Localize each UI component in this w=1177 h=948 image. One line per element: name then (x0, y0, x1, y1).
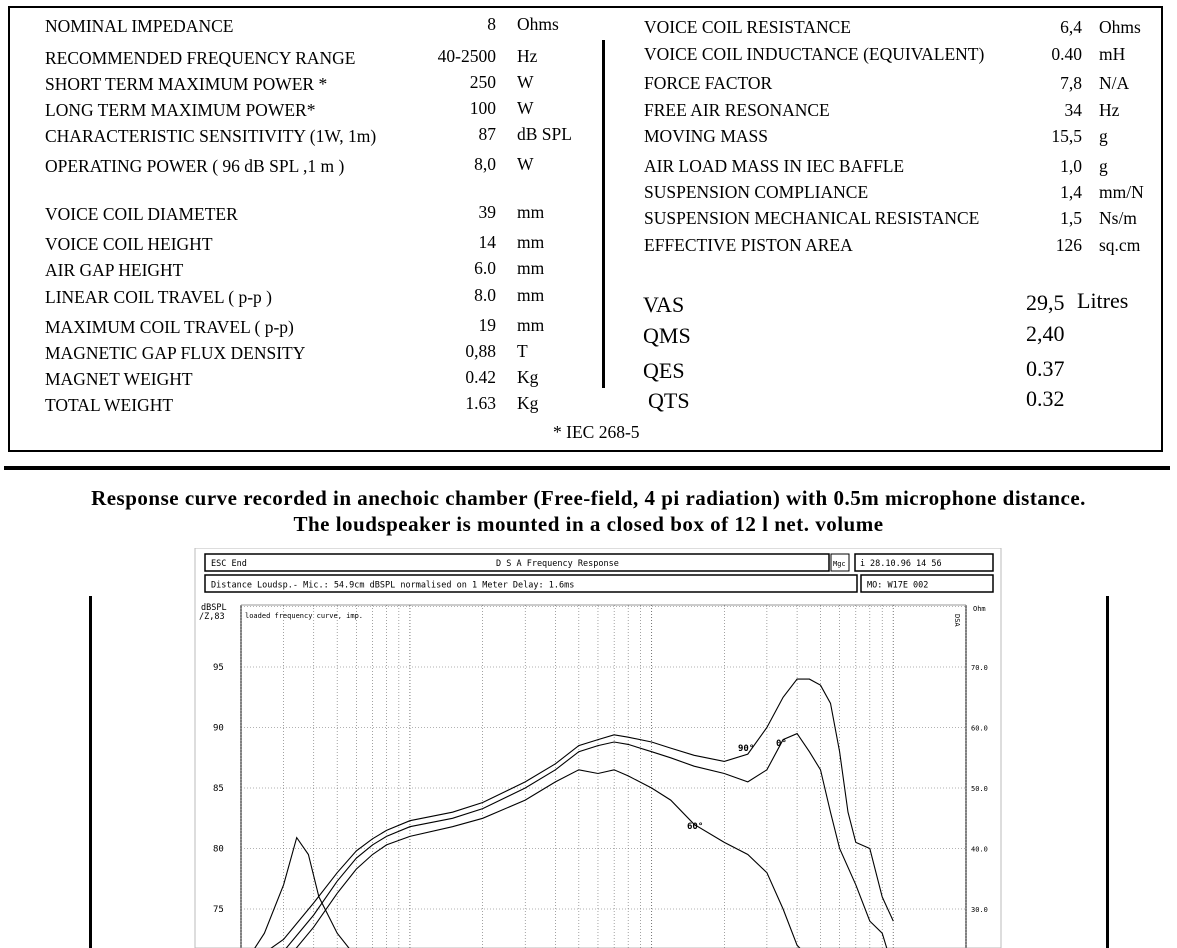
spec-label: VOICE COIL DIAMETER (45, 204, 238, 224)
spec-value: 6,4 (1060, 17, 1082, 37)
spec-unit: Hz (517, 46, 538, 66)
section-separator (4, 466, 1170, 470)
spec-unit: mm (517, 258, 545, 278)
spec-label: FORCE FACTOR (644, 73, 773, 93)
spec-value: 7,8 (1060, 73, 1082, 93)
ts-label: QTS (648, 388, 690, 413)
distance-label: Distance Loudsp.- Mic.: 54.9cm dBSPL normalised on 1 Meter Delay: 1.6ms (211, 580, 575, 591)
spec-unit: mm (517, 202, 545, 222)
spec-label: MAXIMUM COIL TRAVEL ( p-p) (45, 317, 294, 337)
spec-label: LINEAR COIL TRAVEL ( p-p ) (45, 287, 272, 307)
spec-label: AIR GAP HEIGHT (45, 260, 184, 280)
y-left-tick: 95 (213, 663, 224, 673)
spec-value: 0.42 (465, 367, 496, 387)
spec-label: VOICE COIL INDUCTANCE (EQUIVALENT) (644, 44, 985, 64)
spec-label: SUSPENSION MECHANICAL RESISTANCE (644, 208, 980, 228)
spec-value: 6.0 (474, 258, 496, 278)
ts-label: QMS (643, 323, 691, 348)
curve-caption: loaded frequency curve, imp. (245, 612, 364, 620)
curve-annotation: 60° (687, 822, 704, 832)
spec-unit: sq.cm (1099, 235, 1141, 255)
spec-label: VOICE COIL RESISTANCE (644, 17, 851, 37)
spec-label: RECOMMENDED FREQUENCY RANGE (45, 48, 356, 68)
ts-value: 0.37 (1026, 356, 1065, 381)
ts-value: 29,5 (1026, 290, 1065, 315)
y-right-tick: 60.0 (971, 724, 988, 733)
spec-label: MAGNET WEIGHT (45, 369, 193, 389)
chart-title: D S A Frequency Response (496, 559, 619, 569)
y-right-tick: 50.0 (971, 785, 988, 793)
spec-value: 39 (478, 202, 496, 222)
y-right-tick: 70.0 (971, 664, 988, 672)
spec-unit: T (517, 341, 528, 361)
y-left-tick: 85 (213, 784, 224, 794)
spec-label: VOICE COIL HEIGHT (45, 234, 213, 254)
spec-value: 1.63 (465, 393, 496, 413)
spec-label: CHARACTERISTIC SENSITIVITY (1W, 1m) (45, 126, 377, 146)
ts-label: QES (643, 358, 685, 383)
spec-value: 15,5 (1051, 126, 1082, 146)
spec-value: 250 (469, 72, 496, 92)
info-icon: i (860, 559, 866, 569)
spec-unit: Ohms (1099, 17, 1141, 37)
spec-label: EFFECTIVE PISTON AREA (644, 235, 853, 255)
spec-unit: W (517, 72, 534, 92)
spec-value: 87 (478, 124, 496, 144)
heading-line-2: The loudspeaker is mounted in a closed box of 12 l net. volume (293, 512, 884, 536)
spec-unit: Ohms (517, 14, 559, 34)
ts-unit: Litres (1077, 288, 1129, 313)
y-right-tick: 40.0 (971, 845, 988, 854)
spec-value: 0.40 (1051, 44, 1082, 64)
spec-label: MAGNETIC GAP FLUX DENSITY (45, 343, 306, 363)
spec-unit: Kg (517, 393, 539, 413)
spec-unit: g (1099, 126, 1108, 146)
spec-unit: mm (517, 315, 545, 335)
spec-unit: W (517, 154, 534, 174)
mo-label: MO: W17E 002 (867, 580, 929, 591)
spec-unit: Kg (517, 367, 539, 387)
spec-unit: N/A (1099, 73, 1130, 93)
spec-value: 0,88 (465, 341, 496, 361)
spec-label: TOTAL WEIGHT (45, 395, 174, 415)
spec-value: 40-2500 (437, 46, 496, 66)
spec-unit: Ns/m (1099, 208, 1137, 228)
spec-value: 1,0 (1060, 156, 1082, 176)
spec-unit: mm (517, 285, 545, 305)
spec-value: 34 (1064, 100, 1082, 120)
frequency-response-chart (193, 548, 1003, 948)
spec-value: 100 (469, 98, 496, 118)
spec-unit: W (517, 98, 534, 118)
spec-value: 1,4 (1060, 182, 1082, 202)
spec-unit: mm (517, 232, 545, 252)
ts-value: 2,40 (1026, 321, 1065, 346)
footnote: * IEC 268-5 (553, 422, 640, 442)
ts-value: 0.32 (1026, 386, 1065, 411)
datetime-label: 28.10.96 14 56 (870, 559, 942, 569)
side-label: DSA (953, 614, 961, 627)
y-right-unit: Ohm (973, 605, 986, 613)
spec-unit: g (1099, 156, 1108, 176)
spec-value: 126 (1055, 235, 1082, 255)
spec-value: 8,0 (474, 154, 496, 174)
spec-unit: mm/N (1099, 182, 1144, 202)
spec-unit: Hz (1099, 100, 1120, 120)
spec-value: 14 (478, 232, 496, 252)
spec-value: 19 (478, 315, 496, 335)
spec-value: 8 (487, 14, 496, 34)
esc-label: ESC End (211, 559, 247, 569)
y-left-extra: /Z,83 (199, 612, 225, 622)
spec-label: OPERATING POWER ( 96 dB SPL ,1 m ) (45, 156, 345, 176)
left-side-bar (89, 596, 92, 948)
y-left-tick: 75 (213, 905, 224, 915)
y-left-unit: dBSPL (201, 603, 227, 613)
spec-unit: dB SPL (517, 124, 572, 144)
spec-value: 8.0 (474, 285, 496, 305)
y-left-tick: 90 (213, 723, 224, 734)
curve-annotation: 0° (776, 739, 787, 749)
curve-annotation: 90° (738, 744, 755, 754)
spec-label: MOVING MASS (644, 126, 768, 146)
heading-line-1: Response curve recorded in anechoic chamber (Free-field, 4 pi radiation) with 0.5m microphone distance. (91, 486, 1086, 510)
mgc-label: Mgc (833, 560, 846, 568)
spec-label: FREE AIR RESONANCE (644, 100, 830, 120)
spec-label: LONG TERM MAXIMUM POWER* (45, 100, 316, 120)
spec-label: NOMINAL IMPEDANCE (45, 16, 234, 36)
spec-label: AIR LOAD MASS IN IEC BAFFLE (644, 156, 905, 176)
y-right-tick: 30.0 (971, 906, 988, 914)
ts-label: VAS (643, 292, 685, 317)
spec-label: SUSPENSION COMPLIANCE (644, 182, 869, 202)
spec-label: SHORT TERM MAXIMUM POWER * (45, 74, 328, 94)
spec-unit: mH (1099, 44, 1126, 64)
spec-value: 1,5 (1060, 208, 1082, 228)
right-side-bar (1106, 596, 1109, 948)
y-left-tick: 80 (213, 844, 224, 855)
